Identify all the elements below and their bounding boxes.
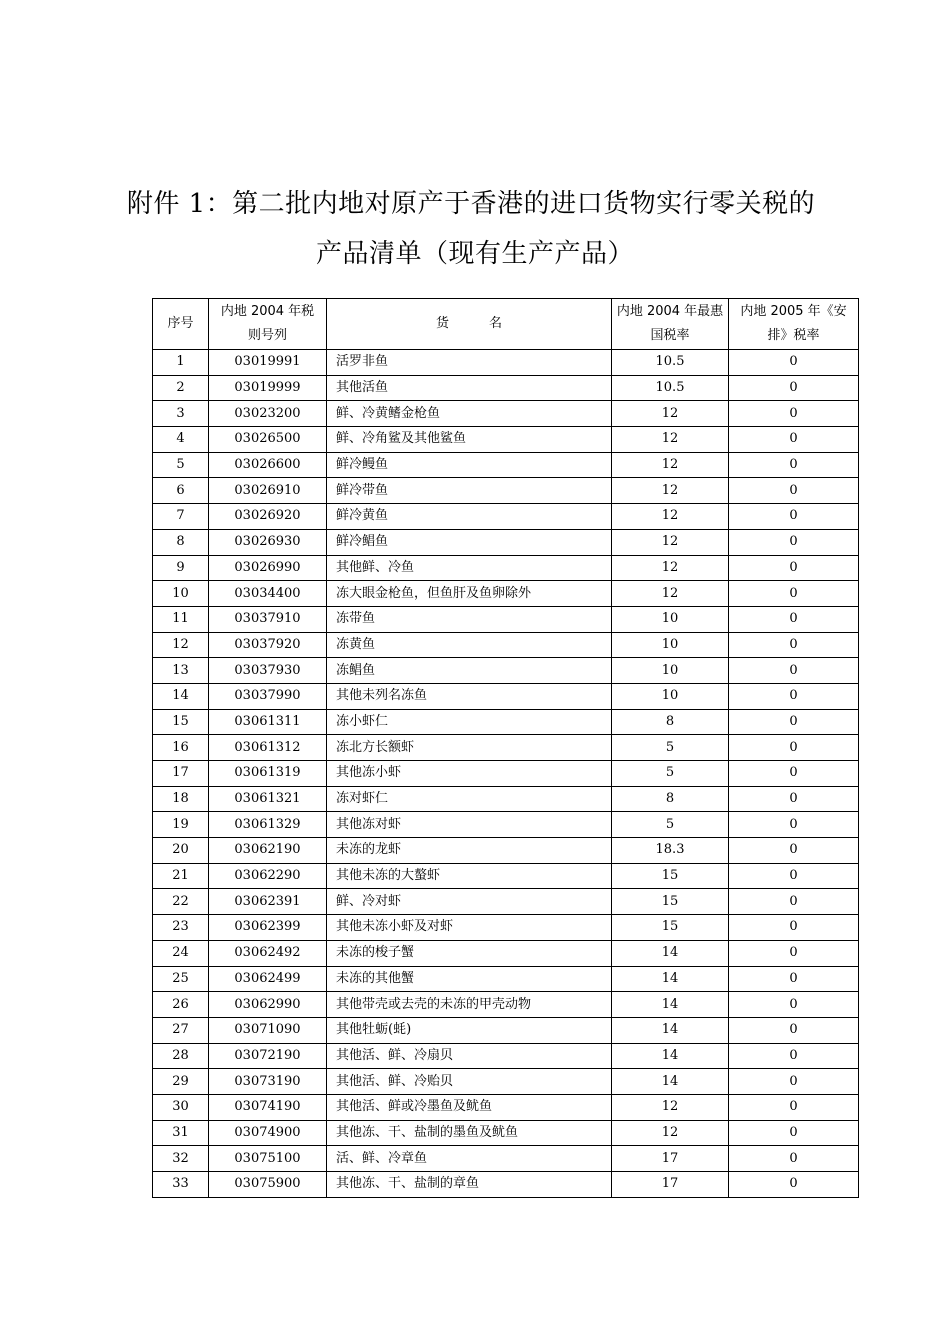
table-row (153, 401, 859, 427)
table-row (153, 1017, 859, 1043)
cell-goods-name: 冻鲳鱼 (327, 658, 612, 684)
cell-cepa-rate: 0 (729, 555, 859, 581)
cell-cepa-rate: 0 (729, 1146, 859, 1172)
table-row (153, 992, 859, 1018)
cell-cepa-rate: 0 (729, 632, 859, 658)
cell-goods-name: 鲜冷鳗鱼 (327, 452, 612, 478)
cell-seq: 5 (153, 452, 209, 478)
table-row (153, 427, 859, 453)
cell-tariff-code: 03034400 (209, 581, 327, 607)
document-title-line-1: 附件 1：第二批内地对原产于香港的进口货物实行零关税的 (126, 189, 816, 219)
cell-tariff-code: 03037930 (209, 658, 327, 684)
cell-mfn-rate: 12 (612, 1120, 729, 1146)
cell-mfn-rate: 12 (612, 452, 729, 478)
cell-seq: 19 (153, 812, 209, 838)
cell-seq: 29 (153, 1069, 209, 1095)
cell-seq: 11 (153, 606, 209, 632)
cell-tariff-code: 03061311 (209, 709, 327, 735)
cell-tariff-code: 03061319 (209, 761, 327, 787)
cell-mfn-rate: 12 (612, 555, 729, 581)
cell-seq: 6 (153, 478, 209, 504)
table-row (153, 1043, 859, 1069)
cell-mfn-rate: 15 (612, 863, 729, 889)
cell-mfn-rate: 14 (612, 992, 729, 1018)
table-row (153, 504, 859, 530)
cell-tariff-code: 03019991 (209, 350, 327, 376)
table-row (153, 1120, 859, 1146)
cell-tariff-code: 03037910 (209, 606, 327, 632)
cell-tariff-code: 03075900 (209, 1172, 327, 1198)
cell-tariff-code: 03062492 (209, 940, 327, 966)
header-goods-name (327, 299, 612, 350)
table-row (153, 683, 859, 709)
cell-goods-name: 其他牡蛎(蚝) (327, 1017, 612, 1043)
table-row (153, 786, 859, 812)
cell-cepa-rate: 0 (729, 683, 859, 709)
cell-cepa-rate: 0 (729, 529, 859, 555)
cell-cepa-rate: 0 (729, 761, 859, 787)
cell-goods-name: 未冻的梭子蟹 (327, 940, 612, 966)
cell-tariff-code: 03072190 (209, 1043, 327, 1069)
cell-seq: 31 (153, 1120, 209, 1146)
cell-tariff-code: 03061329 (209, 812, 327, 838)
cell-mfn-rate: 12 (612, 581, 729, 607)
cell-tariff-code: 03061321 (209, 786, 327, 812)
header-goods-name-label: 货名 (435, 316, 542, 331)
cell-goods-name: 其他未冻小虾及对虾 (327, 915, 612, 941)
cell-mfn-rate: 17 (612, 1146, 729, 1172)
cell-tariff-code: 03037990 (209, 683, 327, 709)
cell-seq: 9 (153, 555, 209, 581)
cell-goods-name: 鲜、冷对虾 (327, 889, 612, 915)
cell-seq: 14 (153, 683, 209, 709)
table-row (153, 452, 859, 478)
table-header-row (153, 299, 859, 350)
cell-goods-name: 其他活、鲜、冷扇贝 (327, 1043, 612, 1069)
cell-mfn-rate: 12 (612, 478, 729, 504)
cell-tariff-code: 03037920 (209, 632, 327, 658)
table-row (153, 735, 859, 761)
cell-tariff-code: 03062391 (209, 889, 327, 915)
cell-tariff-code: 03062499 (209, 966, 327, 992)
cell-goods-name: 其他未列名冻鱼 (327, 683, 612, 709)
cell-cepa-rate: 0 (729, 735, 859, 761)
header-seq: 序号 (153, 299, 209, 350)
cell-seq: 8 (153, 529, 209, 555)
cell-seq: 26 (153, 992, 209, 1018)
cell-goods-name: 冻北方长额虾 (327, 735, 612, 761)
cell-cepa-rate: 0 (729, 452, 859, 478)
cell-tariff-code: 03062290 (209, 863, 327, 889)
cell-goods-name: 其他冻、干、盐制的章鱼 (327, 1172, 612, 1198)
table-row (153, 581, 859, 607)
cell-mfn-rate: 14 (612, 1043, 729, 1069)
cell-seq: 20 (153, 838, 209, 864)
cell-goods-name: 鲜、冷角鲨及其他鲨鱼 (327, 427, 612, 453)
cell-mfn-rate: 12 (612, 401, 729, 427)
cell-cepa-rate: 0 (729, 992, 859, 1018)
cell-cepa-rate: 0 (729, 940, 859, 966)
cell-seq: 7 (153, 504, 209, 530)
cell-mfn-rate: 12 (612, 427, 729, 453)
cell-cepa-rate: 0 (729, 478, 859, 504)
cell-tariff-code: 03074190 (209, 1094, 327, 1120)
cell-seq: 21 (153, 863, 209, 889)
cell-seq: 3 (153, 401, 209, 427)
cell-cepa-rate: 0 (729, 915, 859, 941)
table-row (153, 709, 859, 735)
cell-mfn-rate: 12 (612, 529, 729, 555)
cell-tariff-code: 03075100 (209, 1146, 327, 1172)
cell-mfn-rate: 14 (612, 1069, 729, 1095)
cell-tariff-code: 03026500 (209, 427, 327, 453)
cell-goods-name: 鲜冷带鱼 (327, 478, 612, 504)
cell-seq: 18 (153, 786, 209, 812)
cell-seq: 24 (153, 940, 209, 966)
cell-goods-name: 其他鲜、冷鱼 (327, 555, 612, 581)
cell-goods-name: 冻黄鱼 (327, 632, 612, 658)
cell-goods-name: 其他活、鲜或冷墨鱼及鱿鱼 (327, 1094, 612, 1120)
cell-cepa-rate: 0 (729, 1043, 859, 1069)
cell-cepa-rate: 0 (729, 427, 859, 453)
cell-seq: 1 (153, 350, 209, 376)
cell-tariff-code: 03023200 (209, 401, 327, 427)
cell-seq: 33 (153, 1172, 209, 1198)
cell-cepa-rate: 0 (729, 889, 859, 915)
cell-seq: 30 (153, 1094, 209, 1120)
cell-cepa-rate: 0 (729, 375, 859, 401)
cell-seq: 23 (153, 915, 209, 941)
cell-goods-name: 其他带壳或去壳的未冻的甲壳动物 (327, 992, 612, 1018)
cell-mfn-rate: 5 (612, 812, 729, 838)
cell-goods-name: 活罗非鱼 (327, 350, 612, 376)
cell-mfn-rate: 14 (612, 1017, 729, 1043)
cell-seq: 4 (153, 427, 209, 453)
cell-mfn-rate: 8 (612, 786, 729, 812)
cell-seq: 12 (153, 632, 209, 658)
cell-seq: 17 (153, 761, 209, 787)
cell-mfn-rate: 10 (612, 606, 729, 632)
cell-mfn-rate: 14 (612, 966, 729, 992)
table-row (153, 529, 859, 555)
cell-mfn-rate: 10.5 (612, 350, 729, 376)
cell-mfn-rate: 18.3 (612, 838, 729, 864)
table-row (153, 915, 859, 941)
header-tariff-code: 内地 2004 年税则号列 (209, 299, 327, 350)
table-row (153, 375, 859, 401)
table-row (153, 658, 859, 684)
cell-goods-name: 未冻的其他蟹 (327, 966, 612, 992)
cell-mfn-rate: 12 (612, 504, 729, 530)
cell-goods-name: 其他活、鲜、冷贻贝 (327, 1069, 612, 1095)
cell-mfn-rate: 10 (612, 683, 729, 709)
cell-tariff-code: 03071090 (209, 1017, 327, 1043)
cell-cepa-rate: 0 (729, 1172, 859, 1198)
cell-cepa-rate: 0 (729, 658, 859, 684)
document-title-line-2: 产品清单（现有生产产品） (315, 239, 634, 269)
table-row (153, 606, 859, 632)
table-row (153, 940, 859, 966)
cell-goods-name: 其他冻对虾 (327, 812, 612, 838)
cell-tariff-code: 03062399 (209, 915, 327, 941)
cell-goods-name: 冻对虾仁 (327, 786, 612, 812)
table-row (153, 478, 859, 504)
cell-tariff-code: 03073190 (209, 1069, 327, 1095)
table-row (153, 863, 859, 889)
cell-seq: 15 (153, 709, 209, 735)
cell-goods-name: 冻小虾仁 (327, 709, 612, 735)
cell-cepa-rate: 0 (729, 504, 859, 530)
cell-tariff-code: 03019999 (209, 375, 327, 401)
cell-cepa-rate: 0 (729, 786, 859, 812)
table-row (153, 812, 859, 838)
cell-cepa-rate: 0 (729, 966, 859, 992)
tariff-table (152, 298, 859, 1198)
cell-cepa-rate: 0 (729, 1069, 859, 1095)
table-row (153, 1146, 859, 1172)
cell-goods-name: 其他冻小虾 (327, 761, 612, 787)
table-row (153, 838, 859, 864)
table-row (153, 1094, 859, 1120)
table-row (153, 966, 859, 992)
cell-mfn-rate: 10.5 (612, 375, 729, 401)
cell-cepa-rate: 0 (729, 812, 859, 838)
cell-seq: 27 (153, 1017, 209, 1043)
cell-seq: 32 (153, 1146, 209, 1172)
cell-seq: 25 (153, 966, 209, 992)
cell-cepa-rate: 0 (729, 838, 859, 864)
cell-tariff-code: 03026930 (209, 529, 327, 555)
cell-goods-name: 未冻的龙虾 (327, 838, 612, 864)
cell-goods-name: 冻大眼金枪鱼，但鱼肝及鱼卵除外 (327, 581, 612, 607)
cell-goods-name: 鲜冷鲳鱼 (327, 529, 612, 555)
cell-goods-name: 其他未冻的大螯虾 (327, 863, 612, 889)
cell-mfn-rate: 5 (612, 735, 729, 761)
cell-seq: 28 (153, 1043, 209, 1069)
table-row (153, 632, 859, 658)
table-row (153, 350, 859, 376)
cell-cepa-rate: 0 (729, 863, 859, 889)
table-row (153, 889, 859, 915)
cell-seq: 22 (153, 889, 209, 915)
table-row (153, 555, 859, 581)
cell-goods-name: 活、鲜、冷章鱼 (327, 1146, 612, 1172)
cell-mfn-rate: 5 (612, 761, 729, 787)
cell-goods-name: 鲜冷黄鱼 (327, 504, 612, 530)
cell-mfn-rate: 10 (612, 658, 729, 684)
cell-cepa-rate: 0 (729, 1017, 859, 1043)
cell-tariff-code: 03074900 (209, 1120, 327, 1146)
cell-mfn-rate: 14 (612, 940, 729, 966)
cell-mfn-rate: 10 (612, 632, 729, 658)
cell-goods-name: 其他冻、干、盐制的墨鱼及鱿鱼 (327, 1120, 612, 1146)
cell-goods-name: 鲜、冷黄鳍金枪鱼 (327, 401, 612, 427)
cell-goods-name: 其他活鱼 (327, 375, 612, 401)
cell-mfn-rate: 15 (612, 915, 729, 941)
table-body (153, 350, 859, 1198)
cell-tariff-code: 03026920 (209, 504, 327, 530)
cell-mfn-rate: 8 (612, 709, 729, 735)
cell-tariff-code: 03062990 (209, 992, 327, 1018)
cell-cepa-rate: 0 (729, 401, 859, 427)
cell-seq: 16 (153, 735, 209, 761)
cell-cepa-rate: 0 (729, 1094, 859, 1120)
header-cepa-rate: 内地 2005 年《安排》税率 (729, 299, 859, 350)
table-row (153, 1172, 859, 1198)
cell-cepa-rate: 0 (729, 350, 859, 376)
cell-cepa-rate: 0 (729, 1120, 859, 1146)
cell-mfn-rate: 12 (612, 1094, 729, 1120)
cell-seq: 13 (153, 658, 209, 684)
cell-mfn-rate: 17 (612, 1172, 729, 1198)
cell-tariff-code: 03026910 (209, 478, 327, 504)
header-mfn-rate: 内地 2004 年最惠国税率 (612, 299, 729, 350)
cell-cepa-rate: 0 (729, 606, 859, 632)
cell-goods-name: 冻带鱼 (327, 606, 612, 632)
cell-tariff-code: 03026600 (209, 452, 327, 478)
cell-cepa-rate: 0 (729, 709, 859, 735)
cell-seq: 10 (153, 581, 209, 607)
cell-tariff-code: 03026990 (209, 555, 327, 581)
cell-mfn-rate: 15 (612, 889, 729, 915)
cell-tariff-code: 03062190 (209, 838, 327, 864)
cell-tariff-code: 03061312 (209, 735, 327, 761)
cell-seq: 2 (153, 375, 209, 401)
cell-cepa-rate: 0 (729, 581, 859, 607)
table-row (153, 761, 859, 787)
table-row (153, 1069, 859, 1095)
